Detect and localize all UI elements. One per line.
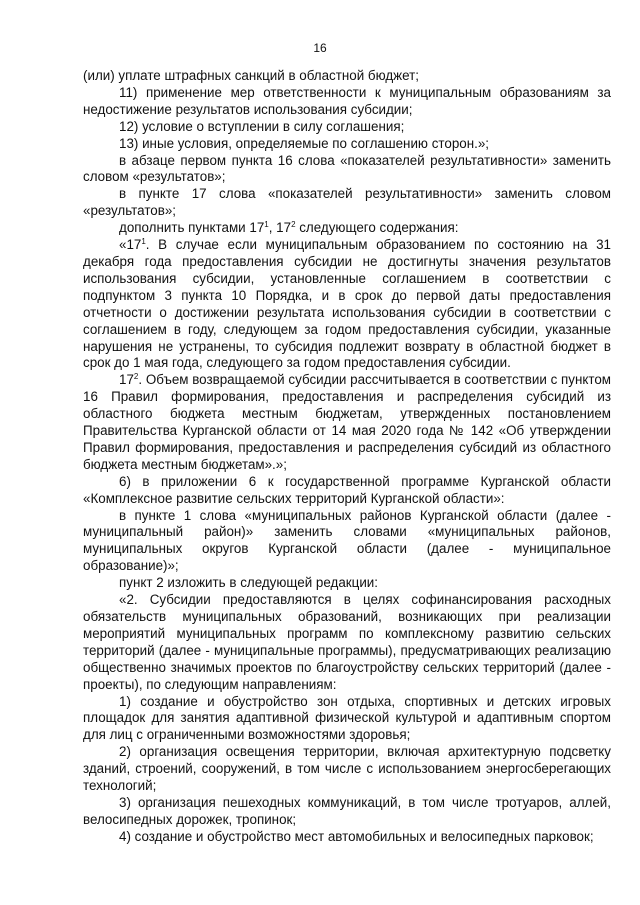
paragraph-amend-point-16: в абзаце первом пункта 16 слова «показателей результативности» заменить словом «результатов»; (83, 152, 611, 185)
paragraph-point-2-text: «2. Субсидии предоставляются в целях софинансирования расходных обязательств муниципальных образований, возникающих при реализации мероприятий муниципальных программ по комплексному развитию сельских территорий (далее - муниципальные программы), предусматривающих реализацию общественно значимых проектов по благоустройству сельских территорий (далее - проекты), по следующим направлениям: (83, 592, 611, 692)
superscript: 1 (264, 220, 269, 230)
paragraph-item-13: 13) иные условия, определяемые по соглашению сторон.»; (119, 135, 489, 151)
add-points-text-after: следующего содержания: (295, 220, 459, 236)
paragraph-item-11: 11) применение мер ответственности к муниципальным образованиям за недостижение результатов использования субсидии; (83, 84, 611, 117)
paragraph-amend-point-17: в пункте 17 слова «показателей результативности» заменить словом «результатов»; (83, 186, 611, 219)
paragraph-item-12: 12) условие о вступлении в силу соглашения; (119, 118, 405, 134)
superscript: 1 (141, 237, 146, 247)
paragraph-add-points (83, 220, 611, 237)
paragraph-direction-2: 2) организация освещения территории, включая архитектурную подсветку зданий, строений, сооружений, в том числе с использованием энергосберегающих технологий; (83, 744, 611, 794)
paragraph-item-6-appendix: 6) в приложении 6 к государственной программе Курганской области «Комплексное развитие сельских территорий Курганской области»: (83, 473, 611, 506)
paragraph-amend-point-1: в пункте 1 слова «муниципальных районов Курганской области (далее - муниципальный район)» заменить словами «муниципальных районов, муниципальных округов Курганской области (далее - муниципальное образование)»; (83, 507, 611, 574)
point-number: «17 (119, 237, 142, 253)
superscript: 2 (133, 372, 139, 382)
page-number: 16 (313, 41, 327, 55)
document-body (83, 68, 611, 846)
paragraph-point-17-1 (83, 237, 611, 372)
paragraph-penalty-continuation: (или) уплате штрафных санкций в областной бюджет; (83, 68, 419, 83)
point-text: . Объем возвращаемой субсидии рассчитывается в соответствии с пунктом 16 Правил формирования, предоставления и распределения субсидий из областного бюджета местным бюджетам, утвержденных постановлением Правительства Курганской области от 14 мая 2020 года № 142 «Об утверждении Правил формирования, предоставления и распределения субсидий из областного бюджета местным бюджетам».»; (83, 372, 611, 472)
paragraph-direction-3: 3) организация пешеходных коммуникаций, в том числе тротуаров, аллей, велосипедных дорожек, тропинок; (83, 794, 611, 827)
paragraph-direction-1: 1) создание и обустройство зон отдыха, спортивных и детских игровых площадок для занятия адаптивной физической культурой и адаптивным спортом для лиц с ограниченными возможностями здоровья; (83, 693, 611, 743)
add-points-text-mid: , 17 (268, 220, 292, 236)
add-points-text-before: дополнить пунктами 17 (119, 220, 265, 236)
superscript: 2 (291, 220, 296, 230)
paragraph-point-17-2 (83, 372, 611, 473)
paragraph-direction-4: 4) создание и обустройство мест автомобильных и велосипедных парковок; (119, 828, 594, 844)
point-number: 17 (119, 372, 134, 388)
paragraph-point-2-new-edition: пункт 2 изложить в следующей редакции: (119, 575, 378, 591)
point-text: . В случае если муниципальным образованием по состоянию на 31 декабря года предоставления субсидии не достигнуты значения результатов использования субсидии, установленные соглашением в соответствии с подпунктом 3 пункта 10 Порядка, и в срок до первой даты предоставления отчетности о достижении результата использования субсидии в соответствии с соглашением в году, следующем за годом предоставления субсидии, указанные нарушения не устранены, то субсидия подлежит возврату в областной бюджет в срок до 1 мая года, следующего за годом предоставления субсидии. (83, 237, 611, 371)
